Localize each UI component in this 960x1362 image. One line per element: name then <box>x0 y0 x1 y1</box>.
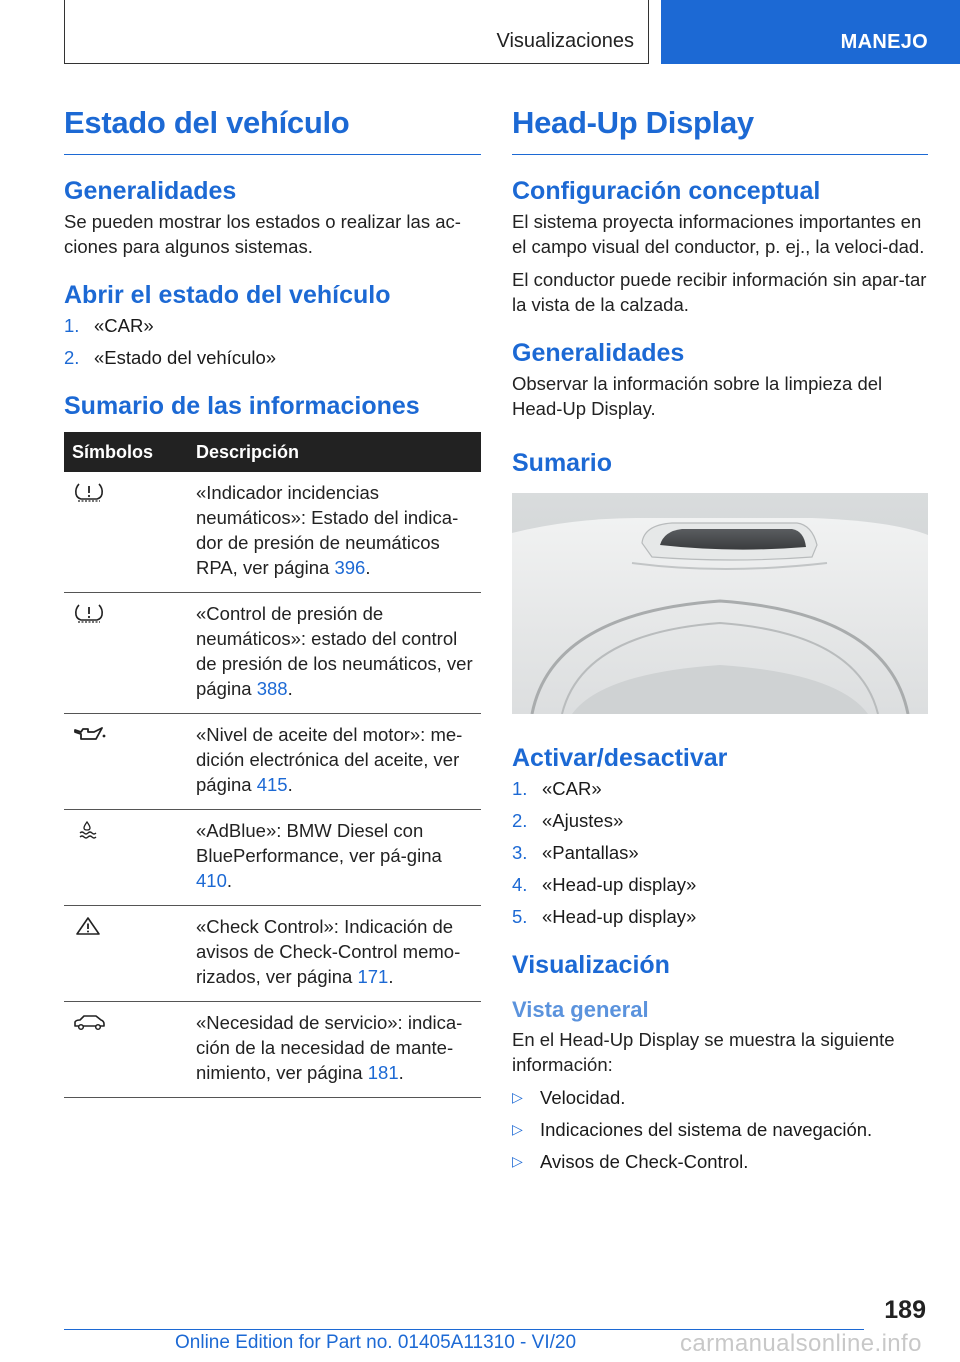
list-item <box>512 776 928 801</box>
open-status-heading: Abrir el estado del vehículo <box>64 281 391 309</box>
step-text: «Estado del vehículo» <box>94 347 277 368</box>
oil-can-icon <box>72 724 106 744</box>
row-description: «Check Control»: Indicación de avisos de Check-Control memo-rizados, ver página 171. <box>188 906 481 1002</box>
display-bullets <box>512 1085 928 1174</box>
right-column <box>512 100 928 1181</box>
step-number: 4. <box>512 874 528 895</box>
adblue-icon <box>72 820 106 840</box>
column-symbols: Símbolos <box>64 432 188 472</box>
triangle-bullet-icon: ▷ <box>512 1121 523 1137</box>
warning-triangle-icon <box>72 916 106 936</box>
triangle-bullet-icon: ▷ <box>512 1089 523 1105</box>
chapter-tab[interactable] <box>661 0 960 64</box>
page-link[interactable]: 171 <box>357 966 389 987</box>
page-link[interactable]: 415 <box>256 774 288 795</box>
page-link[interactable]: 181 <box>367 1062 399 1083</box>
display-heading: Visualización <box>512 951 670 979</box>
display-text: En el Head-Up Display se muestra la siguiente información: <box>512 1029 895 1075</box>
row-description: «AdBlue»: BMW Diesel con BluePerformance, ver pá-gina 410. <box>188 810 481 906</box>
step-number: 2. <box>64 347 80 368</box>
open-status-steps <box>64 313 481 370</box>
left-column <box>64 100 481 1098</box>
overview-subheading: Vista general <box>512 997 649 1022</box>
vehicle-status-heading: Estado del vehículo <box>64 100 481 155</box>
section-title: Visualizaciones <box>496 30 634 52</box>
step-number: 2. <box>512 810 528 831</box>
tire-pressure-warning-icon <box>72 482 106 502</box>
row-description: «Necesidad de servicio»: indica-ción de la necesidad de mante-nimiento, ver página 181. <box>188 1002 481 1098</box>
list-item <box>512 904 928 929</box>
table-row <box>64 593 481 714</box>
page-link[interactable]: 396 <box>334 557 366 578</box>
table-row <box>64 1002 481 1098</box>
hud-heading: Head-Up Display <box>512 100 928 155</box>
step-text: «Pantallas» <box>542 842 639 863</box>
watermark: carmanualsonline.info <box>680 1330 922 1357</box>
step-text: «Head-up display» <box>542 906 697 927</box>
triangle-bullet-icon: ▷ <box>512 1153 523 1169</box>
step-text: «Ajustes» <box>542 810 624 831</box>
page-number: 189 <box>884 1296 926 1324</box>
bullet-text: Avisos de Check-Control. <box>540 1151 749 1172</box>
toggle-steps <box>512 776 928 929</box>
general-text: Se pueden mostrar los estados o realizar las ac-ciones para algunos sistemas. <box>64 211 461 257</box>
edition-note: Online Edition for Part no. 01405A11310 - VI/20 <box>175 1332 577 1353</box>
row-description: «Indicador incidencias neumáticos»: Estado del indica-dor de presión de neumáticos RPA, ver página 396. <box>188 472 481 593</box>
chapter-tab-label: MANEJO <box>840 31 928 53</box>
list-item <box>512 1149 928 1174</box>
concept-text-1: El sistema proyecta informaciones importantes en el campo visual del conductor, p. ej., la veloci-dad. <box>512 211 925 257</box>
page-link[interactable]: 388 <box>256 678 288 699</box>
list-item <box>512 840 928 865</box>
table-row <box>64 810 481 906</box>
table-header-row <box>64 432 481 472</box>
list-item <box>64 313 481 338</box>
concept-heading: Configuración conceptual <box>512 177 821 205</box>
table-row <box>64 906 481 1002</box>
bullet-text: Indicaciones del sistema de navegación. <box>540 1119 873 1140</box>
overview-heading: Sumario <box>512 449 613 477</box>
general-heading: Generalidades <box>64 177 237 205</box>
step-text: «CAR» <box>542 778 602 799</box>
service-car-icon <box>72 1012 106 1032</box>
step-number: 5. <box>512 906 528 927</box>
row-description: «Nivel de aceite del motor»: me-dición electrónica del aceite, ver página 415. <box>188 714 481 810</box>
table-row <box>64 714 481 810</box>
step-number: 1. <box>64 315 80 336</box>
concept-text-2: El conductor puede recibir información sin apar-tar la vista de la calzada. <box>512 269 927 315</box>
hud-dashboard-photo <box>512 493 928 714</box>
page-link[interactable]: 410 <box>196 870 227 891</box>
step-text: «Head-up display» <box>542 874 697 895</box>
hud-general-heading: Generalidades <box>512 339 685 367</box>
toggle-heading: Activar/desactivar <box>512 744 728 772</box>
step-number: 3. <box>512 842 528 863</box>
list-item <box>512 1085 928 1110</box>
list-item <box>512 1117 928 1142</box>
step-number: 1. <box>512 778 528 799</box>
info-summary-heading: Sumario de las informaciones <box>64 392 420 420</box>
column-description: Descripción <box>188 432 481 472</box>
list-item <box>512 872 928 897</box>
list-item <box>512 808 928 833</box>
tire-pressure-control-icon <box>72 603 106 623</box>
header-box <box>64 0 649 64</box>
bullet-text: Velocidad. <box>540 1087 626 1108</box>
hud-general-text: Observar la información sobre la limpieza del Head-Up Display. <box>512 373 883 419</box>
row-description: «Control de presión de neumáticos»: estado del control de presión de los neumáticos, ver página 388. <box>188 593 481 714</box>
table-row <box>64 472 481 593</box>
symbols-table <box>64 432 481 1098</box>
step-text: «CAR» <box>94 315 154 336</box>
list-item <box>64 345 481 370</box>
